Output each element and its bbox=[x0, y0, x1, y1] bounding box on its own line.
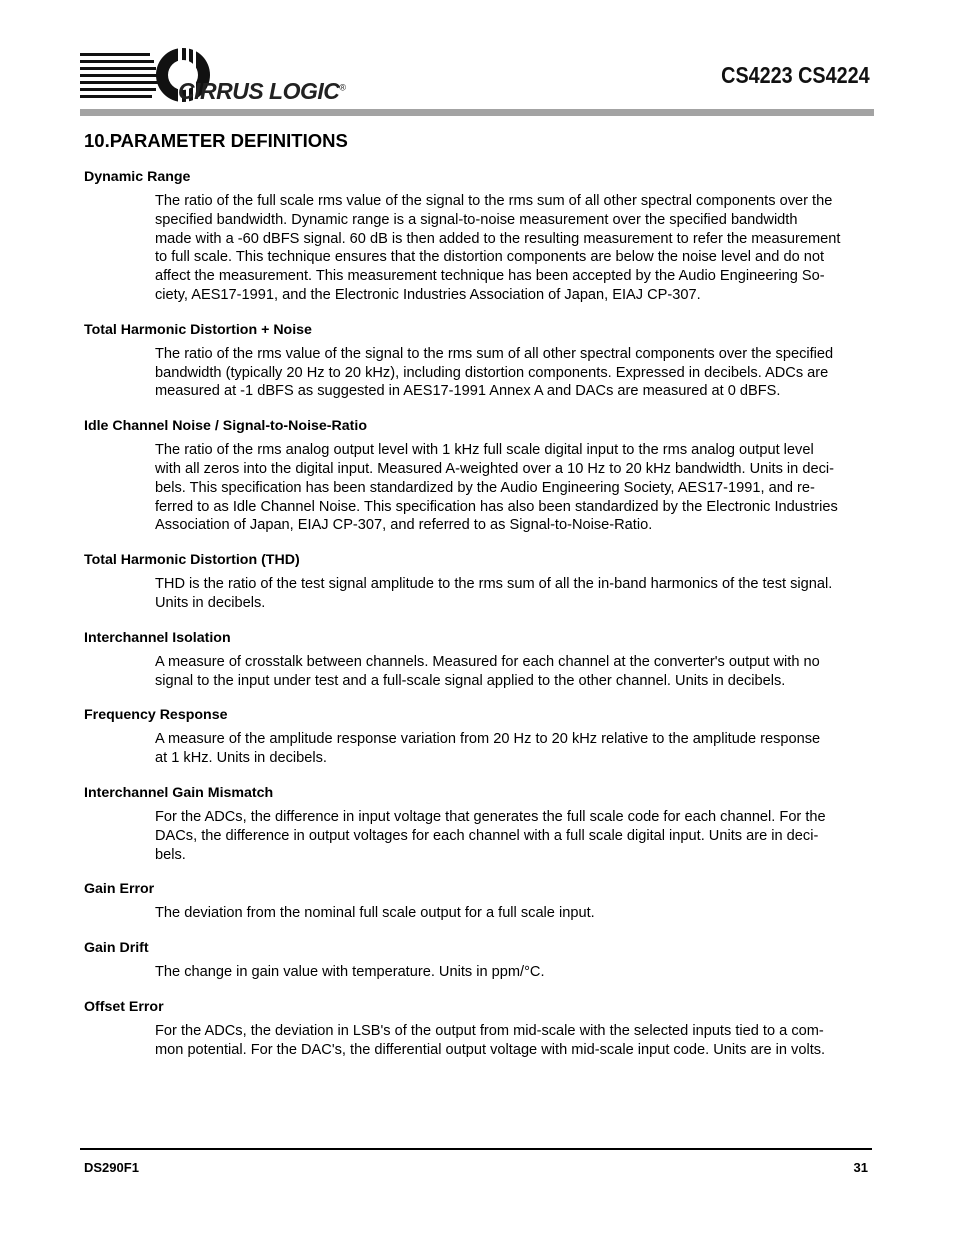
footer-divider bbox=[80, 1148, 872, 1150]
definition-term: Interchannel Gain Mismatch bbox=[84, 784, 274, 801]
page-number: 31 bbox=[853, 1160, 868, 1175]
definition-entry bbox=[84, 168, 874, 305]
definition-entry bbox=[84, 551, 874, 613]
definition-entry bbox=[84, 880, 874, 923]
definition-line: mon potential. For the DAC's, the differential output voltage with mid-scale input code. Units are in volts. bbox=[155, 1041, 826, 1058]
definition-line: Association of Japan, EIAJ CP-307, and referred to as Signal-to-Noise-Ratio. bbox=[155, 517, 653, 534]
page-header bbox=[0, 0, 954, 118]
definition-line: Units in decibels. bbox=[155, 594, 266, 611]
document-title: CS4223 CS4224 bbox=[721, 62, 870, 88]
definition-entry bbox=[84, 321, 874, 401]
definition-line: bels. bbox=[155, 846, 186, 863]
definition-line: For the ADCs, the difference in input voltage that generates the full scale code for each channel. For the bbox=[155, 808, 826, 825]
definition-line: The change in gain value with temperature. Units in ppm/°C. bbox=[155, 964, 545, 981]
definition-entry bbox=[84, 998, 874, 1060]
definition-term: Dynamic Range bbox=[84, 169, 191, 185]
definitions-list bbox=[84, 168, 874, 1076]
definition-term: Total Harmonic Distortion (THD) bbox=[84, 552, 300, 569]
definition-line: The ratio of the rms analog output level with 1 kHz full scale digital input to the rms analog output level bbox=[155, 442, 814, 459]
definition-body bbox=[155, 575, 874, 613]
definition-term: Gain Drift bbox=[84, 940, 149, 957]
definition-line: THD is the ratio of the test signal amplitude to the rms sum of all the in-band harmonics of the test signal. bbox=[155, 576, 833, 593]
definition-body bbox=[155, 808, 874, 864]
registered-mark: ® bbox=[339, 82, 346, 93]
definition-line: The ratio of the full scale rms value of the signal to the rms sum of all other spectral components over the bbox=[155, 193, 833, 209]
definition-entry bbox=[84, 939, 874, 982]
definition-line: made with a -60 dBFS signal. 60 dB is then added to the resulting measurement to refer the measurement bbox=[155, 230, 841, 247]
section-title: 10.PARAMETER DEFINITIONS bbox=[84, 130, 348, 151]
definition-line: ciety, AES17-1991, and the Electronic Industries Association of Japan, EIAJ CP-307. bbox=[155, 286, 701, 303]
definition-term: Frequency Response bbox=[84, 707, 228, 724]
definition-line: measured at -1 dBFS as suggested in AES17-1991 Annex A and DACs are measured at 0 dBFS. bbox=[155, 383, 781, 400]
header-divider bbox=[80, 109, 874, 116]
definition-term: Idle Channel Noise / Signal-to-Noise-Ratio bbox=[84, 418, 367, 435]
definition-line: DACs, the difference in output voltages for each channel with a full scale digital input. Units are in deci- bbox=[155, 827, 819, 844]
definition-line: specified bandwidth. Dynamic range is a signal-to-noise measurement over the specified bandwidth bbox=[155, 211, 798, 228]
definition-entry bbox=[84, 706, 874, 768]
definition-term: Offset Error bbox=[84, 998, 164, 1015]
definition-line: bandwidth (typically 20 Hz to 20 kHz), including distortion components. Expressed in decibels. ADCs are bbox=[155, 364, 829, 381]
definition-term: Total Harmonic Distortion + Noise bbox=[84, 321, 312, 338]
definition-line: A measure of crosstalk between channels. Measured for each channel at the converter's output with no bbox=[155, 653, 820, 670]
definition-line: A measure of the amplitude response variation from 20 Hz to 20 kHz relative to the amplitude response bbox=[155, 731, 821, 748]
definition-line: signal to the input under test and a full-scale signal applied to the other channel. Units in decibels. bbox=[155, 672, 786, 689]
definition-line: ferred to as Idle Channel Noise. This specification has also been standardized by the Electronic Industries bbox=[155, 498, 838, 515]
definition-body bbox=[155, 192, 874, 305]
definition-line: For the ADCs, the deviation in LSB's of the output from mid-scale with the selected inputs tied to a com- bbox=[155, 1022, 824, 1039]
definition-entry bbox=[84, 629, 874, 691]
definition-line: The deviation from the nominal full scale output for a full scale input. bbox=[155, 905, 595, 922]
definition-line: bels. This specification has been standardized by the Audio Engineering Society, AES17-1991, and re- bbox=[155, 479, 815, 496]
definition-entry bbox=[84, 417, 874, 535]
definition-line: at 1 kHz. Units in decibels. bbox=[155, 750, 327, 767]
definition-body bbox=[155, 441, 874, 535]
definition-term: Interchannel Isolation bbox=[84, 629, 231, 646]
definition-body bbox=[155, 904, 874, 923]
logo-wordmark: CIRRUS LOGIC® bbox=[178, 78, 346, 104]
definition-body bbox=[155, 345, 874, 401]
definition-line: The ratio of the rms value of the signal to the rms sum of all other spectral components over the specified bbox=[155, 345, 834, 362]
document-number: DS290F1 bbox=[84, 1160, 139, 1175]
definition-line: to full scale. This technique ensures that the distortion components are below the noise level and do not bbox=[155, 249, 825, 266]
definition-body bbox=[155, 1022, 874, 1060]
definition-entry bbox=[84, 784, 874, 864]
definition-body bbox=[155, 963, 874, 982]
definition-term: Gain Error bbox=[84, 881, 155, 898]
definition-body bbox=[155, 653, 874, 691]
definition-line: affect the measurement. This measurement technique has been accepted by the Audio Engineering So- bbox=[155, 268, 825, 285]
definition-line: with all zeros into the digital input. Measured A-weighted over a 10 Hz to 20 kHz bandwidth. Units in deci- bbox=[155, 460, 834, 477]
definition-body bbox=[155, 730, 874, 768]
